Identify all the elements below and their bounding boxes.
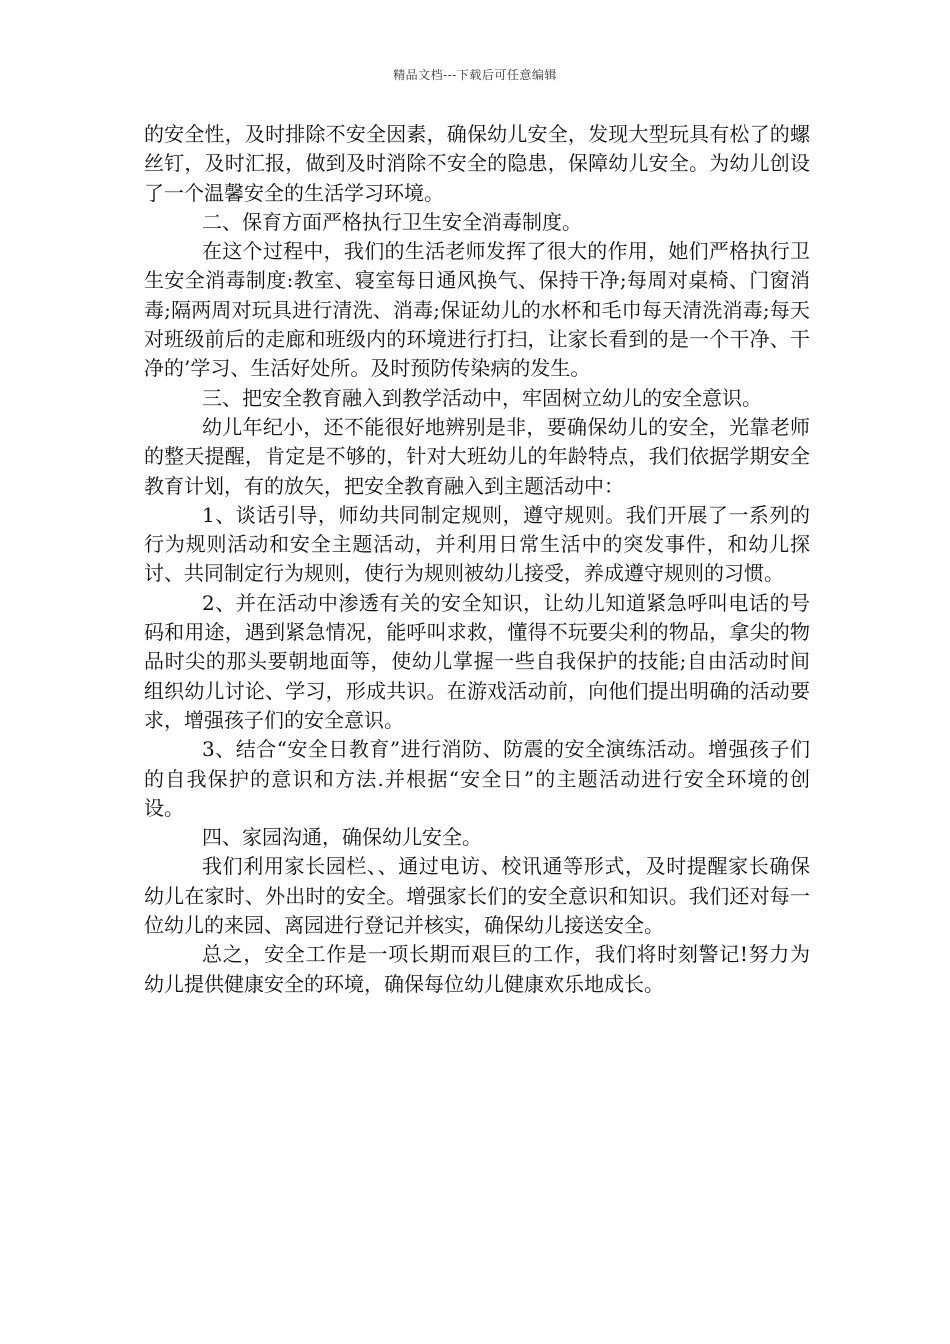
page-header: 精品文档---下载后可任意编辑 — [393, 68, 557, 82]
paragraph-continuation: 的安全性，及时排除不安全因素，确保幼儿安全，发现大型玩具有松了的螺丝钉，及时汇报，做到及时消除不安全的隐患，保障幼儿安全。为幼儿创设了一个温馨安全的生活学习环境。 — [144, 122, 810, 205]
paragraph-conclusion: 总之，安全工作是一项长期而艰巨的工作，我们将时刻警记!努力为幼儿提供健康安全的环境，确保每位幼儿健康欢乐地成长。 — [144, 942, 810, 996]
section-heading-safety-education: 三、把安全教育融入到教学活动中，牢固树立幼儿的安全意识。 — [202, 385, 762, 410]
paragraph-hygiene-details: 在这个过程中，我们的生活老师发挥了很大的作用，她们严格执行卫生安全消毒制度:教室、寝室每日通风换气、保持干净;每周对桌椅、门窗消毒;隔两周对玩具进行清洗、消毒;保证幼儿的水杯和毛巾每天清洗消毒;每天对班级前后的走廊和班级内的环境进行打扫，让家长看到的是一个干净、干净的’学习、生活好处所。及时预防传染病的发生。 — [144, 239, 810, 381]
section-heading-home-school: 四、家园沟通，确保幼儿安全。 — [202, 825, 482, 850]
list-item-rules: 1、谈话引导，师幼共同制定规则，遵守规则。我们开展了一系列的行为规则活动和安全主题活动，并利用日常生活中的突发事件，和幼儿探讨、共同制定行为规则，使行为规则被幼儿接受，养成遵守规则的习惯。 — [144, 502, 810, 586]
list-item-safety-drills: 3、结合“安全日教育”进行消防、防震的安全演练活动。增强孩子们的自我保护的意识和方法.并根据“安全日”的主题活动进行安全环境的创设。 — [144, 737, 810, 820]
section-heading-hygiene: 二、保育方面严格执行卫生安全消毒制度。 — [202, 209, 582, 234]
list-item-safety-knowledge: 2、并在活动中渗透有关的安全知识，让幼儿知道紧急呼叫电话的号码和用途，遇到紧急情况，能呼叫求救，懂得不玩要尖利的物品，拿尖的物品时尖的那头要朝地面等，使幼儿掌握一些自我保护的技能;自由活动时间组织幼儿讨论、学习，形成共识。在游戏活动前，向他们提出明确的活动要求，增强孩子们的安全意识。 — [144, 590, 810, 732]
paragraph-home-school-details: 我们利用家长园栏、、通过电访、校讯通等形式，及时提醒家长确保幼儿在家时、外出时的安全。增强家长们的安全意识和知识。我们还对每一位幼儿的来园、离园进行登记并核实，确保幼儿接送安全。 — [144, 854, 810, 938]
document-body — [144, 120, 810, 999]
paragraph-safety-education-intro: 幼儿年纪小，还不能很好地辨别是非，要确保幼儿的安全，光靠老师的整天提醒，肯定是不够的，针对大班幼儿的年龄特点，我们依据学期安全教育计划，有的放矢，把安全教育融入到主题活动中： — [144, 414, 810, 498]
